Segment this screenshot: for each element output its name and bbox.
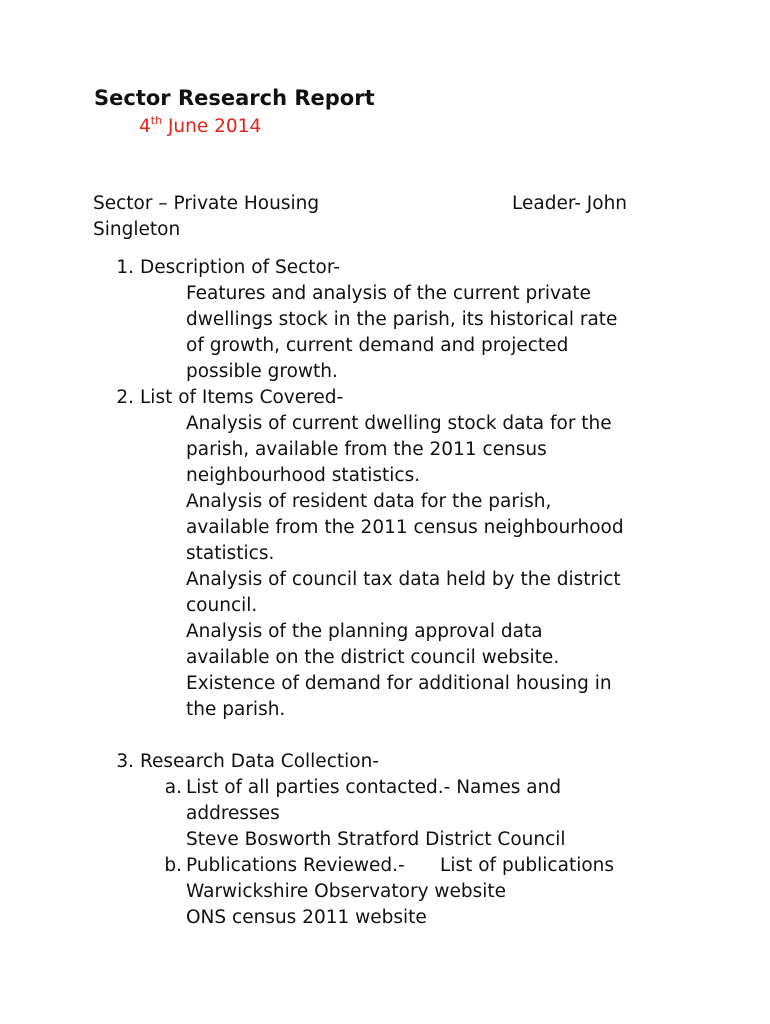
item-number: 2. — [116, 387, 134, 408]
sub-item-text-line: addresses — [186, 803, 280, 824]
date-suffix: th — [150, 114, 163, 127]
item-text-line: Features and analysis of the current private — [186, 283, 591, 304]
item-heading: Description of Sector- — [140, 257, 340, 278]
date-rest: June 2014 — [162, 116, 262, 137]
sub-item-text-line: ONS census 2011 website — [186, 907, 427, 928]
item-text-line: Existence of demand for additional housing in — [186, 673, 612, 694]
item-text-line: statistics. — [186, 543, 275, 564]
sub-item-text-line: Publications Reviewed.- List of publications — [186, 855, 615, 876]
item-text-line: possible growth. — [186, 361, 338, 382]
item-text-line: Analysis of resident data for the parish, — [186, 491, 552, 512]
item-text-line: parish, available from the 2011 census — [186, 439, 547, 460]
item-heading: Research Data Collection- — [140, 751, 379, 772]
item-text-line: dwellings stock in the parish, its historical rate — [186, 309, 618, 330]
leader-label: Leader- John — [512, 193, 628, 214]
sub-item-text-line: Steve Bosworth Stratford District Council — [186, 829, 566, 850]
item-text-line: Analysis of current dwelling stock data for the — [186, 413, 612, 434]
item-heading: List of Items Covered- — [140, 387, 344, 408]
sector-label: Sector – Private Housing — [93, 193, 320, 214]
item-text-line: available on the district council website. — [186, 647, 560, 668]
report-date — [139, 116, 261, 137]
report-title: Sector Research Report — [94, 86, 375, 110]
date-day: 4 — [139, 116, 151, 137]
leader-name-continued: Singleton — [93, 219, 181, 240]
item-text-line: available from the 2011 census neighbourhood — [186, 517, 624, 538]
sub-item-text-line: Warwickshire Observatory website — [186, 881, 507, 902]
item-text-line: Analysis of the planning approval data — [186, 621, 543, 642]
item-text-line: Analysis of council tax data held by the district — [186, 569, 621, 590]
sub-item-letter: b. — [164, 855, 182, 876]
item-text-line: of growth, current demand and projected — [186, 335, 569, 356]
item-text-line: council. — [186, 595, 258, 616]
sub-item-letter: a. — [164, 777, 182, 798]
sub-item-text-line: List of all parties contacted.- Names and — [186, 777, 562, 798]
item-text-line: the parish. — [186, 699, 286, 720]
item-text-line: neighbourhood statistics. — [186, 465, 421, 486]
item-number: 3. — [116, 751, 134, 772]
item-number: 1. — [116, 257, 134, 278]
